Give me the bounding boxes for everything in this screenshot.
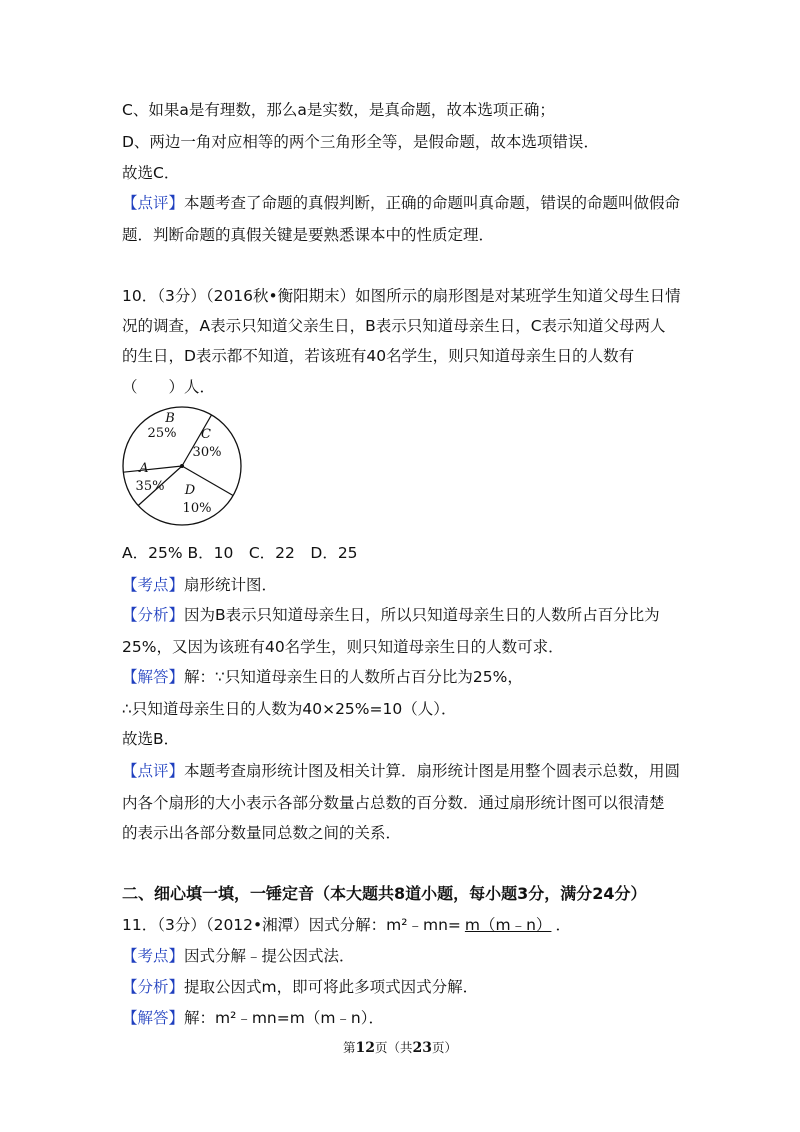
slice-value-c: 30%: [192, 445, 222, 460]
slice-label-d: D: [184, 483, 196, 498]
slice-label-c: C: [201, 427, 211, 442]
comment-tag: 【点评】: [122, 762, 185, 780]
slice-label-a: A: [139, 461, 149, 476]
question-10-line: 的生日，D表示都不知道，若该班有40名学生，则只知道母亲生日的人数有: [122, 347, 635, 365]
text-line: 【考点】扇形统计图．: [122, 576, 278, 594]
text-line: 故选C．: [122, 164, 180, 182]
slice-value-a: 35%: [135, 479, 165, 494]
question-10-line: 10．（3分）（2016秋•衡阳期末）如图所示的扇形图是对某班学生知道父母生日情: [122, 287, 681, 305]
text-line: 内各个扇形的大小表示各部分数量占总数的百分数．通过扇形统计图可以很清楚: [122, 794, 665, 812]
slice-label-b: B: [165, 411, 175, 426]
question-11-line: 11．（3分）（2012•湘潭）因式分解：m²﹣mn= m（m﹣n） ．: [122, 916, 571, 934]
text-line: D、两边一角对应相等的两个三角形全等，是假命题，故本选项错误．: [122, 133, 599, 151]
text-line: 故选B．: [122, 730, 180, 748]
section-heading: 二、细心填一填，一锤定音（本大题共8道小题，每小题3分，满分24分）: [122, 884, 647, 903]
question-10-line: 况的调查，A表示只知道父亲生日，B表示只知道母亲生日，C表示知道父母两人: [122, 317, 666, 335]
kaodian-tag: 【考点】: [122, 947, 185, 965]
text-line: 【解答】解：m²﹣mn=m（m﹣n）．: [122, 1009, 385, 1027]
text-line: 【分析】提取公因式m，即可将此多项式因式分解．: [122, 978, 479, 996]
text-line: ∴只知道母亲生日的人数为40×25%=10（人）．: [122, 700, 457, 718]
text-line: 【分析】因为B表示只知道母亲生日，所以只知道母亲生日的人数所占百分比为: [122, 606, 660, 624]
answer-options: A．25% B．10 C．22 D．25: [122, 544, 358, 562]
comment-tag: 【点评】: [122, 194, 185, 212]
text-line: 【点评】本题考查了命题的真假判断，正确的命题叫真命题，错误的命题叫做假命: [122, 194, 681, 212]
jieda-tag: 【解答】: [122, 1009, 185, 1027]
jieda-tag: 【解答】: [122, 668, 185, 686]
text-line: 25%，又因为该班有40名学生，则只知道母亲生日的人数可求．: [122, 638, 564, 656]
page-total: 23: [412, 1040, 432, 1056]
text-line: 的表示出各部分数量同总数之间的关系．: [122, 824, 402, 842]
question-10-line: （ ）人．: [122, 378, 216, 396]
pie-chart: [120, 382, 246, 528]
page-number: 12: [355, 1040, 375, 1056]
pie-center: [180, 464, 184, 468]
fenxi-tag: 【分析】: [122, 978, 185, 996]
page-footer: 第12页（共23页）: [342, 1040, 457, 1056]
slice-value-d: 10%: [182, 501, 212, 516]
text-line: C、如果a是有理数，那么a是实数，是真命题，故本选项正确；: [122, 101, 555, 119]
text-line: 【点评】本题考查扇形统计图及相关计算．扇形统计图是用整个圆表示总数，用圆: [122, 762, 681, 780]
kaodian-tag: 【考点】: [122, 576, 185, 594]
text-line: 题．判断命题的真假关键是要熟悉课本中的性质定理．: [122, 226, 495, 244]
text-line: 【考点】因式分解﹣提公因式法．: [122, 947, 355, 965]
fill-answer: m（m﹣n）: [464, 916, 552, 934]
pie-radius: [123, 466, 182, 472]
fenxi-tag: 【分析】: [122, 606, 185, 624]
slice-value-b: 25%: [147, 426, 177, 441]
text-line: 【解答】解：∵只知道母亲生日的人数所占百分比为25%，: [122, 668, 523, 686]
